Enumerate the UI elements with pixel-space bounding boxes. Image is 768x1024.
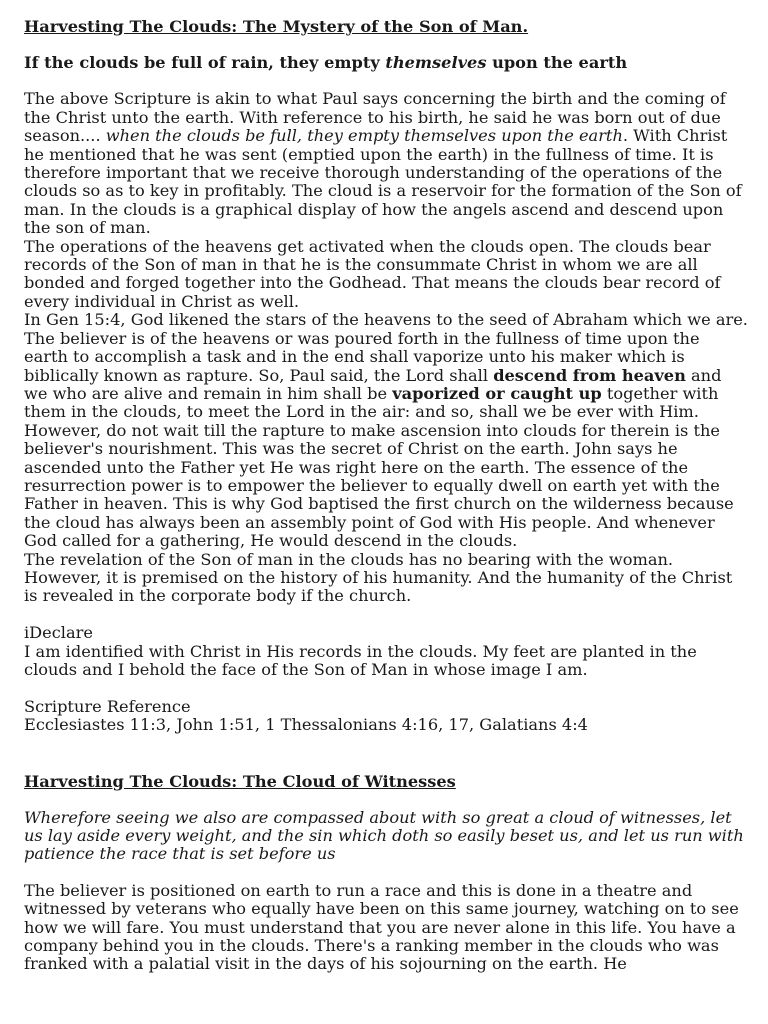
declare-text: I am identified with Christ in His records in the clouds. My feet are planted in the clouds and I behold the face of the Son of Man in whose image I am.	[24, 641, 697, 679]
paragraph-emphasis: when the clouds be full, they empty themselves upon the earth	[105, 126, 623, 146]
reference-text: Ecclesiastes 11:3, John 1:51, 1 Thessalonians 4:16, 17, Galatians 4:4	[24, 715, 588, 735]
document-page	[24, 17, 748, 974]
section1-title: Harvesting The Clouds: The Mystery of the Son of Man.	[24, 17, 529, 36]
subtitle-part: upon the earth	[486, 53, 628, 72]
paragraph-bold: vaporized or caught up	[392, 383, 602, 403]
paragraph-text: The above Scripture is akin to what Paul says concerning the birth and the coming of the Christ unto the earth. With reference to his birth, he said he was born out of due season....	[24, 89, 726, 146]
paragraph-text: In Gen 15:4, God likened the stars of the heavens to the seed of Abraham which we are. The believer is of the heavens or was poured forth in the fullness of time upon the earth to accomplish a task and in the end shall vaporize unto his maker which is biblically known as rapture. So, Paul said, the Lord shall	[24, 310, 748, 385]
spacer	[24, 735, 748, 772]
reference-heading: Scripture Reference	[24, 696, 191, 716]
section1-subtitle	[24, 54, 748, 72]
section2-title: Harvesting The Clouds: The Cloud of Witnesses	[24, 771, 456, 791]
paragraph-5: The revelation of the Son of man in the clouds has no bearing with the woman. However, it is premised on the history of his humanity. And the humanity of the Christ is revealed in the corporate body if the church.	[24, 549, 733, 606]
paragraph-3	[24, 311, 748, 421]
paragraph-1	[24, 90, 748, 237]
paragraph-4: However, do not wait till the rapture to make ascension into clouds for therein is the believer's nourishment. This was the secret of Christ on the earth. John says he ascended unto the Father yet He was right here on the earth. The essence of the resurrection power is to empower the believer to equally dwell on earth yet with the Father in heaven. This is why God baptised the first church on the wilderness because the cloud has always been an assembly point of God with His people. And whenever God called for a gathering, He would descend in the clouds.	[24, 420, 734, 551]
subtitle-emphasis: themselves	[385, 53, 487, 72]
paragraph-2: The operations of the heavens get activated when the clouds open. The clouds bear records of the Son of man in that he is the consummate Christ in whom we are all bonded and forged together into the Godhead. That means the clouds bear record of every individual in Christ as well.	[24, 236, 721, 311]
paragraph-text: and we who are alive and remain in him shall be	[24, 365, 722, 403]
declare-heading: iDeclare	[24, 623, 93, 643]
paragraph-text: together with them in the clouds, to meet the Lord in the air: and so, shall we be ever with Him.	[24, 383, 719, 422]
section2-quote: Wherefore seeing we also are compassed about with so great a cloud of witnesses, let us lay aside every weight, and the sin which doth so easily beset us, and let us run with patience the race that is set before us	[24, 807, 744, 864]
subtitle-part: If the clouds be full of rain, they empty	[24, 53, 386, 72]
section2-paragraph-1: The believer is positioned on earth to run a race and this is done in a theatre and witnessed by veterans who equally have been on this same journey, watching on to see how we will fare. You must understand that you are never alone in this life. You have a company behind you in the clouds. There's a ranking member in the clouds who was franked with a palatial visit in the days of his sojourning on the earth. He	[24, 880, 739, 974]
paragraph-bold: descend from heaven	[493, 365, 686, 385]
paragraph-text: . With Christ he mentioned that he was sent (emptied upon the earth) in the fullness of time. It is therefore important that we receive thorough understanding of the operations of the clouds so as to key in profitably. The cloud is a reservoir for the formation of the Son of man. In the clouds is a graphical display of how the angels ascend and descend upon the son of man.	[24, 126, 742, 238]
spacer	[24, 679, 748, 697]
spacer	[24, 606, 748, 624]
